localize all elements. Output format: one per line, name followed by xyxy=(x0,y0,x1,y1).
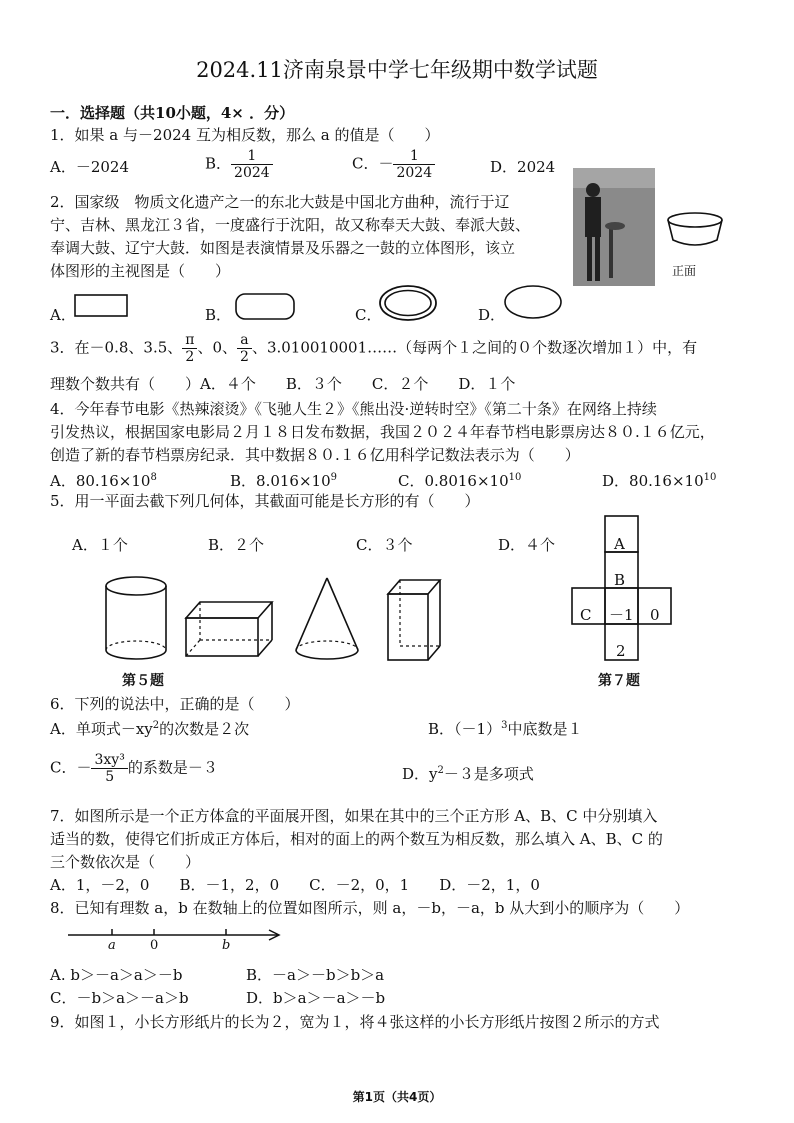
q5-stem: 5．用一平面去截下列几何体，其截面可能是长方形的有（ ） xyxy=(50,492,480,510)
q8-option-a: A. b＞－a＞a＞－b xyxy=(50,966,183,984)
page-title: 2024.11济南泉景中学七年级期中数学试题 xyxy=(196,58,598,82)
q6-option-b: B．$(-1)^3$中底数是１ xyxy=(428,720,583,738)
rectangle-shape-icon xyxy=(74,294,130,322)
q4-line3: 创造了新的春节档票房纪录．其中数据８０.１６亿用科学记数法表示为（ ） xyxy=(50,446,580,464)
performance-photo xyxy=(573,168,655,286)
page-footer: 第1页（共4页） xyxy=(352,1090,442,1104)
q6-option-d: D．$y^2-3$是多项式 xyxy=(402,765,534,783)
q8-option-b: B．－a＞－b＞b＞a xyxy=(246,966,385,984)
double-ellipse-shape-icon xyxy=(378,284,438,328)
q7-line3: 三个数依次是（ ） xyxy=(50,853,201,871)
q1-option-c: C．－ $\frac{1}{2024}$ xyxy=(352,148,435,181)
q4-option-a: A．$80.16\times 10^8$ xyxy=(50,472,157,490)
drum-front-label: 正面 xyxy=(672,264,697,278)
q4-line1: 4．今年春节电影《热辣滚烫》《飞驰人生２》《熊出没·逆转时空》《第二十条》在网络上持续 xyxy=(50,400,657,418)
section-heading: 一．选择题（共10小题，4× ．分） xyxy=(50,104,295,122)
q7-options: A．1，－2，0 B．－1，2，0 C．－2，0，1 D．－2，1，0 xyxy=(50,876,540,894)
q5-option-d: D．４个 xyxy=(498,536,556,554)
q8-option-d: D．b＞a＞－a＞－b xyxy=(246,989,386,1007)
q2-line2: 宁、吉林、黑龙江３省，一度盛行于沈阳，故又称奉天大鼓、奉派大鼓、 xyxy=(50,216,531,234)
q4-option-d: D．$80.16\times 10^{10}$ xyxy=(602,472,717,490)
q3-line1: 3．在－0.8、3.5、 $\frac{\pi}{2}$ 、0、 $\frac{a}{2}$ 、3.010010001……（每两个１之间的０个数逐次增加１）中，有 xyxy=(50,332,698,365)
q2-option-d: D． xyxy=(478,306,506,324)
q6-option-a: A．单项式$-xy^2$的次数是２次 xyxy=(50,720,250,738)
q8-option-c: C．－b＞a＞－a＞b xyxy=(50,989,189,1007)
q1-option-b: B． $\frac{1}{2024}$ xyxy=(205,148,273,181)
q7-line1: 7．如图所示是一个正方体盒的平面展开图，如果在其中的三个正方形 A、B、C 中分别填入 xyxy=(50,807,658,825)
number-line-label-b: b xyxy=(222,938,231,953)
net-cell-a: A xyxy=(614,535,625,553)
net-cell-b: B xyxy=(614,571,626,589)
q8-stem: 8．已知有理数 a，b 在数轴上的位置如图所示，则 a，－b，－a，b 从大到小的顺序为（ ） xyxy=(50,899,690,917)
q2-option-b: B． xyxy=(205,306,232,324)
net-cell-neg1: －1 xyxy=(609,606,634,624)
q3-line2: 理数个数共有（ ）A．４个 B．３个 C．２个 D．１个 xyxy=(50,375,516,393)
net-cell-0: 0 xyxy=(650,606,660,624)
q5-option-c: C．３个 xyxy=(356,536,413,554)
q1-stem: 1．如果 a 与－2024 互为相反数，那么 a 的值是（ ） xyxy=(50,126,440,144)
q6-stem: 6．下列的说法中，正确的是（ ） xyxy=(50,695,300,713)
q7-figure-caption: 第７题 xyxy=(598,673,640,689)
rounded-rectangle-shape-icon xyxy=(235,293,297,325)
q4-line2: 引发热议，根据国家电影局２月１８日发布数据，我国２０２４年春节档电影票房达８０.１６亿元， xyxy=(50,423,715,441)
solids-figure xyxy=(100,572,450,671)
drum-figure xyxy=(665,208,727,268)
q4-option-c: C．$0.8016\times 10^{10}$ xyxy=(398,472,522,490)
net-cell-2: 2 xyxy=(616,642,626,660)
q5-figure-caption: 第５题 xyxy=(122,673,164,689)
q6-option-c: C．－ $\frac{\text{3xy³}}{5}$ 的系数是－３ xyxy=(50,752,218,785)
q9-line1: 9．如图１，小长方形纸片的长为２，宽为１，将４张这样的小长方形纸片按图２所示的方式 xyxy=(50,1013,660,1031)
number-line-label-a: a xyxy=(108,938,116,953)
q2-line3: 奉调大鼓、辽宁大鼓．如图是表演情景及乐器之一鼓的立体图形，该立 xyxy=(50,239,516,257)
q5-option-b: B．２个 xyxy=(208,536,265,554)
ellipse-shape-icon xyxy=(503,284,563,326)
number-line-figure xyxy=(66,925,282,959)
q2-line4: 体图形的主视图是（ ） xyxy=(50,262,231,280)
q7-line2: 适当的数，使得它们折成正方体后，相对的面上的两个数互为相反数，那么填入 A、B、C 的 xyxy=(50,830,663,848)
q4-option-b: B．$8.016\times 10^9$ xyxy=(230,472,337,490)
q2-option-c: C． xyxy=(355,306,382,324)
q1-option-a: A．－2024 xyxy=(50,158,130,176)
q2-line1: 2．国家级 物质文化遗产之一的东北大鼓是中国北方曲种，流行于辽 xyxy=(50,193,510,211)
q1-option-d: D．2024 xyxy=(490,158,556,176)
number-line-label-0: 0 xyxy=(150,938,159,953)
net-cell-c: C xyxy=(580,606,592,624)
q5-option-a: A．１个 xyxy=(72,536,128,554)
q2-option-a: A． xyxy=(50,306,76,324)
